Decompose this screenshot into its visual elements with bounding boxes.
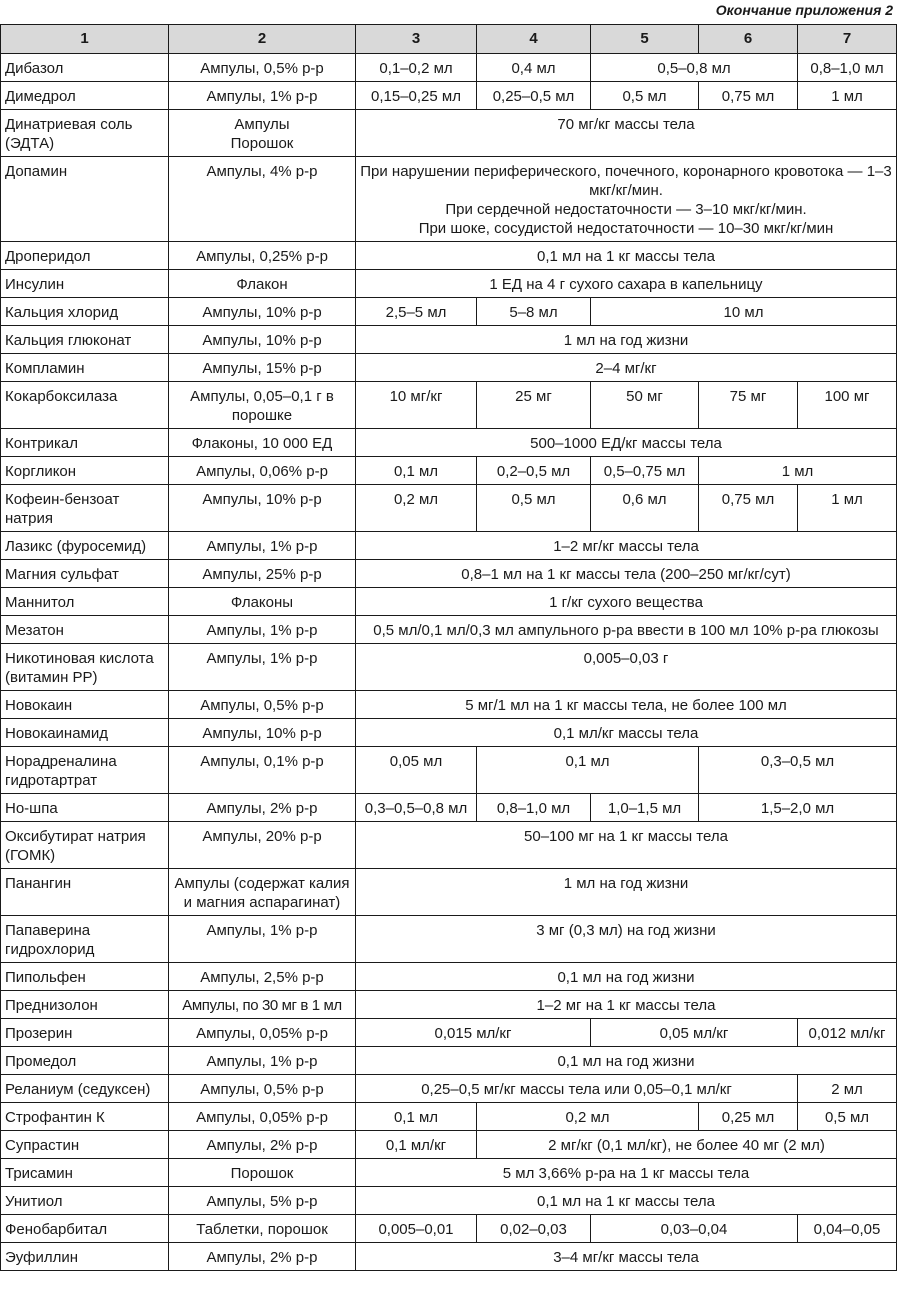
table-row — [1, 719, 897, 747]
drug-name-cell: Новокаинамид — [1, 719, 169, 747]
table-row — [1, 747, 897, 794]
dose-cell: 0,1 мл на год жизни — [356, 963, 897, 991]
dose-cell: 25 мг — [477, 382, 591, 429]
dose-cell: 0,2–0,5 мл — [477, 457, 591, 485]
drug-name-cell: Мезатон — [1, 616, 169, 644]
dose-cell: 0,1 мл на 1 кг массы тела — [356, 1187, 897, 1215]
dose-cell: 0,5 мл — [591, 82, 699, 110]
dosage-form-cell: Ампулы, 1% р-р — [169, 1047, 356, 1075]
dose-cell: 0,2 мл — [477, 1103, 699, 1131]
drug-name-cell: Оксибутират натрия (ГОМК) — [1, 822, 169, 869]
drug-name-cell: Папаверина гидрохлорид — [1, 916, 169, 963]
table-row — [1, 963, 897, 991]
dose-cell: 1 мл на год жизни — [356, 326, 897, 354]
dose-cell: 0,3–0,5–0,8 мл — [356, 794, 477, 822]
drug-name-cell: Кокарбоксилаза — [1, 382, 169, 429]
drug-name-cell: Реланиум (седуксен) — [1, 1075, 169, 1103]
dose-cell: 70 мг/кг массы тела — [356, 110, 897, 157]
dosage-form-cell: Флаконы — [169, 588, 356, 616]
dose-cell: 0,25–0,5 мг/кг массы тела или 0,05–0,1 мл/кг — [356, 1075, 798, 1103]
table-row — [1, 270, 897, 298]
dosage-form-cell: Ампулы, 1% р-р — [169, 644, 356, 691]
dose-cell: 0,75 мл — [699, 485, 798, 532]
table-row — [1, 82, 897, 110]
drug-name-cell: Строфантин К — [1, 1103, 169, 1131]
dose-cell: 0,8–1,0 мл — [798, 54, 897, 82]
dose-cell: 5 мг/1 мл на 1 кг массы тела, не более 100 мл — [356, 691, 897, 719]
table-row — [1, 991, 897, 1019]
dose-cell: 3 мг (0,3 мл) на год жизни — [356, 916, 897, 963]
dose-cell: 0,5 мл — [798, 1103, 897, 1131]
table-row — [1, 298, 897, 326]
dose-cell: 0,75 мл — [699, 82, 798, 110]
dose-cell: 0,1–0,2 мл — [356, 54, 477, 82]
dosage-form-cell: Ампулы, 1% р-р — [169, 532, 356, 560]
table-row — [1, 916, 897, 963]
drug-name-cell: Пипольфен — [1, 963, 169, 991]
drug-name-cell: Супрастин — [1, 1131, 169, 1159]
dosage-form-cell: Ампулы, 0,06% р-р — [169, 457, 356, 485]
table-row — [1, 382, 897, 429]
drug-name-cell: Динатриевая соль (ЭДТА) — [1, 110, 169, 157]
dose-cell: 0,6 мл — [591, 485, 699, 532]
table-row — [1, 822, 897, 869]
dosage-form-cell: Флаконы, 10 000 ЕД — [169, 429, 356, 457]
dosage-form-cell: Ампулы, 10% р-р — [169, 298, 356, 326]
table-row — [1, 157, 897, 242]
drug-name-cell: Преднизолон — [1, 991, 169, 1019]
dose-cell: 50 мг — [591, 382, 699, 429]
dosage-form-cell: Ампулы, 0,05–0,1 г в порошке — [169, 382, 356, 429]
header-cell: 7 — [798, 25, 897, 54]
dose-cell: 0,012 мл/кг — [798, 1019, 897, 1047]
dosage-form-cell: Ампулы, 0,05% р-р — [169, 1103, 356, 1131]
dosage-form-cell: Ампулы, 10% р-р — [169, 719, 356, 747]
table-row — [1, 1047, 897, 1075]
table-row — [1, 616, 897, 644]
drug-name-cell: Коргликон — [1, 457, 169, 485]
dose-cell: 1–2 мг/кг массы тела — [356, 532, 897, 560]
table-row — [1, 354, 897, 382]
dose-cell: При нарушении периферического, почечного, коронарного кровотока — 1–3 мкг/кг/мин. При сердечной недостаточности — 3–10 мкг/кг/мин. При шоке, сосудистой недостаточности — 10–30 мкг/кг/мин — [356, 157, 897, 242]
drug-name-cell: Фенобарбитал — [1, 1215, 169, 1243]
dose-cell: 0,25 мл — [699, 1103, 798, 1131]
header-cell: 5 — [591, 25, 699, 54]
dose-cell: 1,5–2,0 мл — [699, 794, 897, 822]
dosage-form-cell: Флакон — [169, 270, 356, 298]
dose-cell: 5 мл 3,66% р-ра на 1 кг массы тела — [356, 1159, 897, 1187]
drug-name-cell: Унитиол — [1, 1187, 169, 1215]
header-cell: 2 — [169, 25, 356, 54]
dose-cell: 2 мл — [798, 1075, 897, 1103]
dose-cell: 0,5–0,8 мл — [591, 54, 798, 82]
drug-name-cell: Магния сульфат — [1, 560, 169, 588]
header-cell: 3 — [356, 25, 477, 54]
dose-cell: 0,5 мл — [477, 485, 591, 532]
dose-cell: 0,05 мл/кг — [591, 1019, 798, 1047]
table-row — [1, 54, 897, 82]
drug-name-cell: Панангин — [1, 869, 169, 916]
table-row — [1, 560, 897, 588]
header-cell: 1 — [1, 25, 169, 54]
dose-cell: 0,1 мл/кг массы тела — [356, 719, 897, 747]
dosage-form-cell: Ампулы, 20% р-р — [169, 822, 356, 869]
dose-cell: 3–4 мг/кг массы тела — [356, 1243, 897, 1271]
dose-cell: 0,5–0,75 мл — [591, 457, 699, 485]
drug-name-cell: Эуфиллин — [1, 1243, 169, 1271]
dose-cell: 0,8–1,0 мл — [477, 794, 591, 822]
dose-cell: 10 мл — [591, 298, 897, 326]
drug-name-cell: Трисамин — [1, 1159, 169, 1187]
dose-cell: 1 мл — [699, 457, 897, 485]
table-row — [1, 1131, 897, 1159]
dose-cell: 2–4 мг/кг — [356, 354, 897, 382]
drug-name-cell: Новокаин — [1, 691, 169, 719]
drug-name-cell: Никотиновая кислота (витамин РР) — [1, 644, 169, 691]
drug-name-cell: Компламин — [1, 354, 169, 382]
dose-cell: 0,25–0,5 мл — [477, 82, 591, 110]
dosage-form-cell: Ампулы, 1% р-р — [169, 916, 356, 963]
dose-cell: 500–1000 ЕД/кг массы тела — [356, 429, 897, 457]
dosage-form-cell: Ампулы, 0,5% р-р — [169, 54, 356, 82]
dosage-form-cell: Таблетки, порошок — [169, 1215, 356, 1243]
dose-cell: 1 ЕД на 4 г сухого сахара в капельницу — [356, 270, 897, 298]
dose-cell: 0,4 мл — [477, 54, 591, 82]
drug-name-cell: Димедрол — [1, 82, 169, 110]
drug-name-cell: Инсулин — [1, 270, 169, 298]
dosage-form-cell: Ампулы, 0,05% р-р — [169, 1019, 356, 1047]
dose-cell: 0,5 мл/0,1 мл/0,3 мл ампульного р-ра ввести в 100 мл 10% р-ра глюкозы — [356, 616, 897, 644]
dose-cell: 0,03–0,04 — [591, 1215, 798, 1243]
table-row — [1, 110, 897, 157]
table-row — [1, 1075, 897, 1103]
drug-name-cell: Прозерин — [1, 1019, 169, 1047]
drug-name-cell: Допамин — [1, 157, 169, 242]
dose-cell: 0,1 мл — [356, 457, 477, 485]
table-row — [1, 326, 897, 354]
dosage-form-cell: Ампулы, 2% р-р — [169, 1131, 356, 1159]
table-row — [1, 1243, 897, 1271]
dose-cell: 0,2 мл — [356, 485, 477, 532]
dose-cell: 1–2 мг на 1 кг массы тела — [356, 991, 897, 1019]
dosage-form-cell: Ампулы, 5% р-р — [169, 1187, 356, 1215]
dose-cell: 0,1 мл/кг — [356, 1131, 477, 1159]
table-row — [1, 588, 897, 616]
drug-name-cell: Кофеин-бензоат натрия — [1, 485, 169, 532]
dosage-form-cell: Ампулы, 25% р-р — [169, 560, 356, 588]
dosage-form-cell: Ампулы, 0,25% р-р — [169, 242, 356, 270]
dose-cell: 100 мг — [798, 382, 897, 429]
dose-cell: 0,005–0,03 г — [356, 644, 897, 691]
drug-name-cell: Контрикал — [1, 429, 169, 457]
dose-cell: 50–100 мг на 1 кг массы тела — [356, 822, 897, 869]
dosage-form-cell: Ампулы, 2% р-р — [169, 1243, 356, 1271]
drug-name-cell: Лазикс (фуросемид) — [1, 532, 169, 560]
drug-name-cell: Норадреналина гидротартрат — [1, 747, 169, 794]
table-row — [1, 242, 897, 270]
dose-cell: 0,05 мл — [356, 747, 477, 794]
dose-cell: 0,3–0,5 мл — [699, 747, 897, 794]
dosage-form-cell: Ампулы, 10% р-р — [169, 326, 356, 354]
dose-cell: 0,1 мл — [477, 747, 699, 794]
dose-cell: 0,015 мл/кг — [356, 1019, 591, 1047]
dosage-form-cell: Ампулы Порошок — [169, 110, 356, 157]
dose-cell: 0,15–0,25 мл — [356, 82, 477, 110]
dose-cell: 1 мл на год жизни — [356, 869, 897, 916]
dose-cell: 10 мг/кг — [356, 382, 477, 429]
drug-name-cell: Кальция хлорид — [1, 298, 169, 326]
dosage-form-cell: Ампулы, 15% р-р — [169, 354, 356, 382]
table-row — [1, 1103, 897, 1131]
dose-cell: 5–8 мл — [477, 298, 591, 326]
dose-cell: 1 мл — [798, 485, 897, 532]
table-row — [1, 691, 897, 719]
drug-name-cell: Дроперидол — [1, 242, 169, 270]
dosage-form-cell: Ампулы, 4% р-р — [169, 157, 356, 242]
table-body — [1, 54, 897, 1271]
drug-name-cell: Промедол — [1, 1047, 169, 1075]
dosage-form-cell: Порошок — [169, 1159, 356, 1187]
dosage-form-cell: Ампулы (содержат калия и магния аспарагинат) — [169, 869, 356, 916]
dosage-form-cell: Ампулы, 2,5% р-р — [169, 963, 356, 991]
dose-cell: 0,1 мл на 1 кг массы тела — [356, 242, 897, 270]
dose-cell: 0,005–0,01 — [356, 1215, 477, 1243]
dosage-table — [0, 24, 897, 1271]
dose-cell: 2,5–5 мл — [356, 298, 477, 326]
table-row — [1, 869, 897, 916]
drug-name-cell: Но-шпа — [1, 794, 169, 822]
dosage-form-cell: Ампулы, 2% р-р — [169, 794, 356, 822]
table-row — [1, 485, 897, 532]
dose-cell: 0,8–1 мл на 1 кг массы тела (200–250 мг/кг/сут) — [356, 560, 897, 588]
drug-name-cell: Маннитол — [1, 588, 169, 616]
appendix-caption: Окончание приложения 2 — [715, 2, 893, 18]
header-row — [1, 25, 897, 54]
table-row — [1, 1187, 897, 1215]
dose-cell: 0,1 мл — [356, 1103, 477, 1131]
drug-name-cell: Кальция глюконат — [1, 326, 169, 354]
dose-cell: 75 мг — [699, 382, 798, 429]
drug-name-cell: Дибазол — [1, 54, 169, 82]
dose-cell: 0,04–0,05 — [798, 1215, 897, 1243]
dosage-form-cell: Ампулы, 0,1% р-р — [169, 747, 356, 794]
table-row — [1, 1159, 897, 1187]
dose-cell: 1 мл — [798, 82, 897, 110]
dose-cell: 1,0–1,5 мл — [591, 794, 699, 822]
dosage-form-cell: Ампулы, 1% р-р — [169, 616, 356, 644]
dosage-form-cell: Ампулы, 0,5% р-р — [169, 691, 356, 719]
dose-cell: 1 г/кг сухого вещества — [356, 588, 897, 616]
dosage-form-cell: Ампулы, 1% р-р — [169, 82, 356, 110]
table-row — [1, 532, 897, 560]
dose-cell: 2 мг/кг (0,1 мл/кг), не более 40 мг (2 мл) — [477, 1131, 897, 1159]
table-row — [1, 644, 897, 691]
header-cell: 4 — [477, 25, 591, 54]
table-row — [1, 794, 897, 822]
dosage-form-cell: Ампулы, по 30 мг в 1 мл — [169, 991, 356, 1019]
dose-cell: 0,02–0,03 — [477, 1215, 591, 1243]
dose-cell: 0,1 мл на год жизни — [356, 1047, 897, 1075]
dosage-form-cell: Ампулы, 10% р-р — [169, 485, 356, 532]
table-row — [1, 1019, 897, 1047]
table-row — [1, 429, 897, 457]
dosage-form-cell: Ампулы, 0,5% р-р — [169, 1075, 356, 1103]
table-row — [1, 1215, 897, 1243]
header-cell: 6 — [699, 25, 798, 54]
table-row — [1, 457, 897, 485]
